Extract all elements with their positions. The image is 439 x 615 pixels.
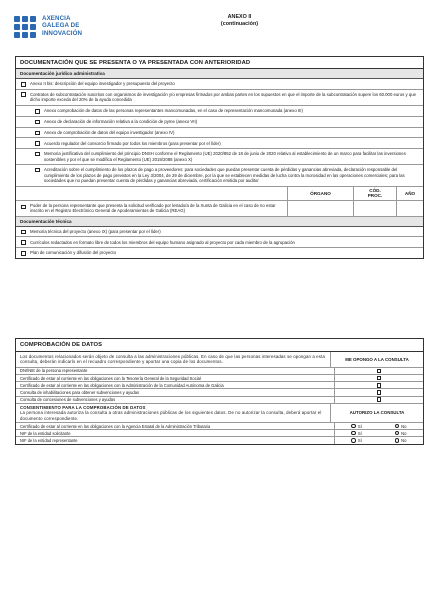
comprobacion-section: [15, 338, 424, 445]
oppose-checkbox[interactable]: [377, 376, 382, 381]
juridica-subheader: Documentación jurídico administrativa: [16, 69, 423, 79]
documentation-section-title: DOCUMENTACIÓN QUE SE PRESENTA O YA PRESENTADA CON ANTERIORIDAD: [16, 57, 423, 69]
doc-item-poder: Poder de la persona representante que presenta la solicitud verificado por letrado/a de la Xunta de Galicia en el caso de no estar inscrito en el Registro Electrónico General de Apoderamientos de Galicia (REAG): [16, 201, 423, 217]
checkbox[interactable]: [21, 230, 26, 235]
consulta-row-xunta: Certificado de estar al corriente en las obligaciones con la Administración de la Comunidad Autónoma de Galicia: [16, 382, 423, 389]
autoriza-row-aeat: Certificado de estar al corriente en las obligaciones con la Agencia Estatal de la Administración Tributaria Sí No: [16, 423, 423, 430]
oppose-checkbox[interactable]: [377, 369, 382, 374]
doc-item-plan-comunicacion: Plan de comunicación y difusión del proyecto: [16, 248, 423, 258]
cod-proc-field[interactable]: [353, 201, 396, 216]
autorizo-header: AUTORIZO LA CONSULTA: [330, 404, 423, 422]
column-organo: ÓRGANO: [287, 187, 353, 200]
organo-field[interactable]: [287, 201, 353, 216]
doc-item-anexo-ii-bis: Anexo II bis: descripción del equipo investigador y presupuesto del proyecto: [16, 79, 423, 90]
doc-item-plazos-pago: Acreditación sobre el cumplimiento de los plazos de pago a proveedores: para sociedades que puedan presentar cuenta de pérdidas y ganancias abreviada, declaración responsable del cumplimiento de los plazos de pago previstos en la Ley 3/2004, de 29 de diciembre, por la que se establecen medidas de lucha contra la morosidad en las operaciones comerciales; para las sociedades que no puedan presentar cuenta de pérdidas y ganancias abreviada, certificación emitida por auditor: [16, 165, 423, 187]
checkbox[interactable]: [35, 120, 40, 125]
consentimiento-row: [16, 404, 423, 423]
consulta-row-concesiones: Consulta de concesiones de subvenciones y ayudas: [16, 397, 423, 404]
checkbox[interactable]: [35, 168, 40, 173]
radio-no[interactable]: No: [395, 438, 407, 443]
consulta-row-tgss: Certificado de estar al corriente en las obligaciones con la Tesorería General de la Seguridad Social: [16, 375, 423, 382]
checkbox[interactable]: [35, 109, 40, 114]
oppose-checkbox[interactable]: [377, 383, 382, 388]
autoriza-row-nif-representante: NIF de la entidad representante Sí No: [16, 437, 423, 443]
checkbox[interactable]: [21, 205, 26, 210]
logo-text: AXENCIA GALEGA DE INNOVACIÓN: [42, 15, 83, 37]
anexo-title: ANEXO II: [227, 14, 252, 20]
autoriza-row-nif-solicitante: NIF de la entidad solicitante Sí No: [16, 430, 423, 437]
anexo-subtitle: (continuación): [220, 21, 259, 27]
comprobacion-intro-text: Los documentos relacionados serán objeto de consulta a las administraciones públicas. En caso de que las personas interesadas se opongan a esta consulta, deberán indicarlo en el recuadro correspondiente y aportar una copia de los documentos.: [20, 354, 325, 365]
consentimiento-title: CONSENTIMIENTO PARA LA COMPROBACIÓN DE DATOS: [20, 404, 146, 410]
ano-field[interactable]: [396, 201, 423, 216]
anexo-heading: [0, 14, 439, 28]
checkbox[interactable]: [21, 251, 26, 256]
checkbox[interactable]: [21, 82, 26, 87]
checkbox[interactable]: [35, 131, 40, 136]
checkbox[interactable]: [35, 141, 40, 146]
radio-yes[interactable]: Sí: [351, 438, 361, 443]
opongo-header: ME OPONGO A LA CONSULTA: [330, 352, 423, 367]
reference-columns-header: [16, 187, 423, 201]
comprobacion-title: COMPROBACIÓN DE DATOS: [16, 339, 423, 352]
consentimiento-text: La persona interesada autoriza la consulta a otras administraciones públicas de los siguientes datos. De no autorizar la consulta, deberá aportar el documento correspondiente.: [20, 410, 322, 421]
column-ano: AÑO: [396, 187, 423, 200]
doc-item-curriculos: Currículos redactados en formato libre de todos los miembros del equipo humano asignado al proyecto por cada miembro de la agrupación: [16, 237, 423, 248]
radio-no[interactable]: No: [395, 431, 407, 436]
checkbox[interactable]: [21, 92, 26, 97]
doc-item-memoria-tecnica: Memoria técnica del proyecto (anexo IX) (para presentar por el líder): [16, 227, 423, 238]
comprobacion-intro-row: [16, 352, 423, 368]
doc-item-acuerdo-consorcio: Acuerdo regulador del consorcio firmado por todos los miembros (para presentar por el líder): [16, 138, 423, 149]
documentation-section: [15, 56, 424, 259]
doc-item-anexo-iv: Anexo de comprobación de datos del equipo investigador (anexo IV): [16, 128, 423, 139]
checkbox[interactable]: [35, 152, 40, 157]
tecnica-subheader: Documentación técnica: [16, 217, 423, 227]
doc-item-anexo-iii: Anexo comprobación de datos de las personas representantes mancomunadas, en el caso de representación mancomunada (anexo III): [16, 106, 423, 117]
oppose-checkbox[interactable]: [377, 390, 382, 395]
consulta-row-dni: DNI/NIE de la persona representante: [16, 368, 423, 375]
column-cod-proc: CÓD. PROC.: [353, 187, 396, 200]
doc-item-anexo-vii: Anexo de declaración de información relativa a la condición de pyme (anexo VII): [16, 117, 423, 128]
doc-item-contratos: Contratos de subcontratación suscritos con organismos de investigación y/o empresas firmados por ambas partes en los supuestos en que el importe de la subcontratación supere los 60.000 euros y que dicho importe exceda del 20% de la ayuda concedida: [16, 90, 423, 106]
doc-item-dnsh: Memoria justificativa del cumplimiento del principio DNSH conforme el Reglamento (UE) 2020/852 de 18 de junio de 2020 relativo al establecimiento de un marco para facilitar las inversiones sostenibles y por el que se modifica el Reglamento (UE) 2019/2088 (anexo X): [16, 149, 423, 165]
radio-yes[interactable]: Sí: [351, 424, 361, 429]
radio-no[interactable]: No: [395, 424, 407, 429]
consulta-row-inhabilitaciones: Consulta de inhabilitaciones para obtener subvenciones y ayudas: [16, 389, 423, 396]
oppose-checkbox[interactable]: [377, 397, 382, 402]
radio-yes[interactable]: Sí: [351, 431, 361, 436]
checkbox[interactable]: [21, 240, 26, 245]
